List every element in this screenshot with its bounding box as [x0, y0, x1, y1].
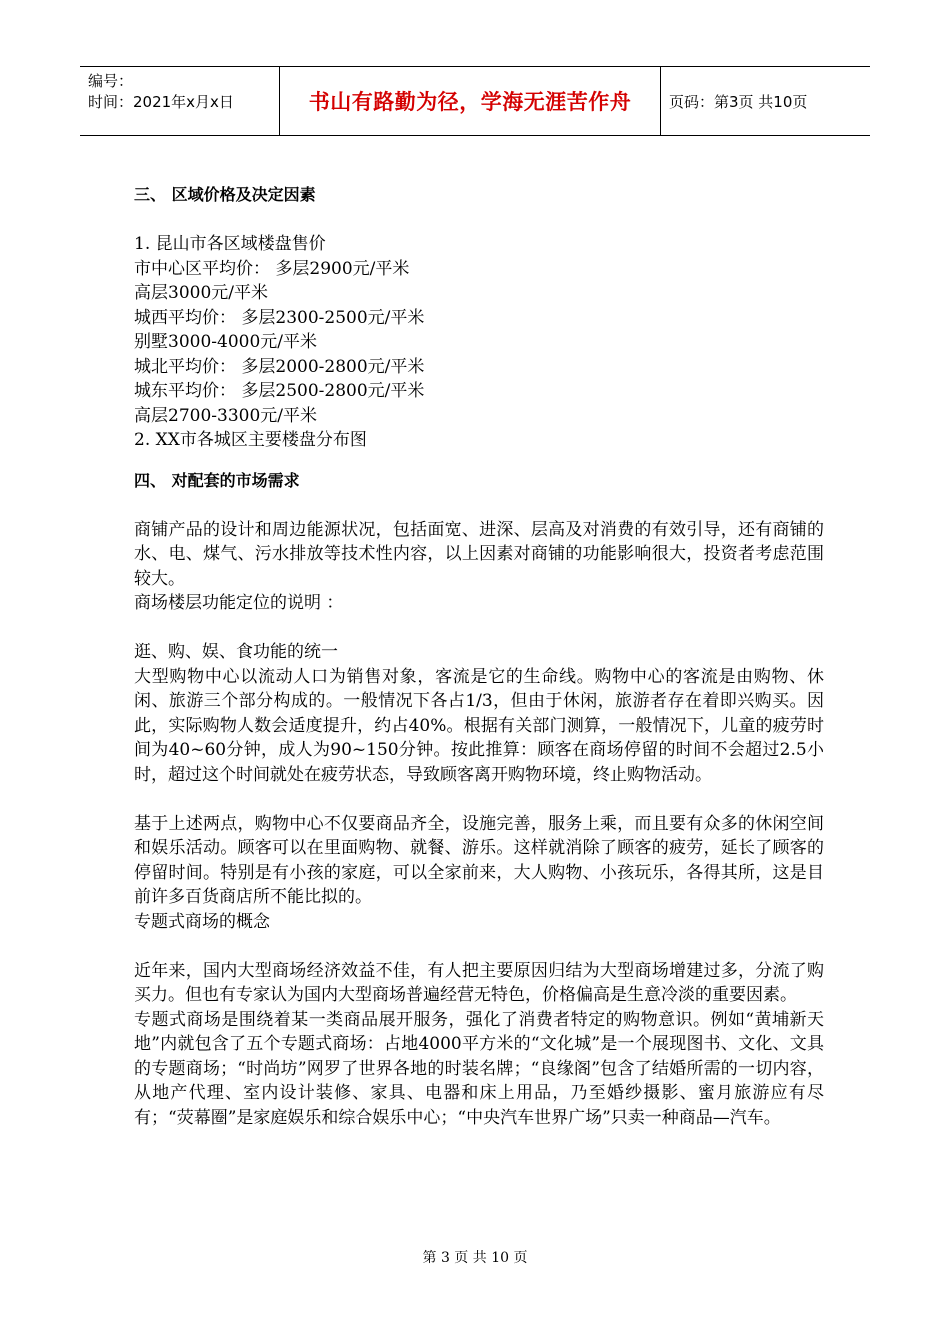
- section-3-line: 城北平均价： 多层2000-2800元/平米: [134, 356, 425, 377]
- page-header: [80, 66, 870, 136]
- paragraph-floor-function: 商场楼层功能定位的说明 ：: [134, 593, 344, 613]
- section-3-line: 市中心区平均价： 多层2900元/平米: [134, 258, 410, 279]
- subheading-theme-mall: 专题式商场的概念: [134, 911, 270, 932]
- document-body: [134, 183, 824, 1130]
- header-meta: [80, 67, 280, 135]
- subheading-unified-functions: 逛、购、娱、食功能的统一: [134, 642, 338, 662]
- paragraph-shopping-center: 大型购物中心以流动人口为销售对象，客流是它的生命线。购物中心的客流是由购物、休闲、旅游三个部分构成的。一般情况下各占1/3，但由于休闲，旅游者存在着即兴购买。因此，实际购物人数会适度提升，约占40%。根据有关部门测算，一般情况下，儿童的疲劳时间为40~60分钟，成人为90~150分钟。按此推算：顾客在商场停留的时间不会超过2.5小时，超过这个时间就处在疲劳状态，导致顾客离开购物环境，终止购物活动。: [134, 666, 824, 785]
- section-3-line: 别墅3000-4000元/平米: [134, 332, 317, 352]
- header-motto: 书山有路勤为径，学海无涯苦作舟: [280, 67, 661, 135]
- section-3-line: 城西平均价： 多层2300-2500元/平米: [134, 307, 425, 328]
- section-3-line: 城东平均价： 多层2500-2800元/平米: [134, 381, 425, 401]
- section-4-heading: 四、 对配套的市场需求: [134, 470, 300, 490]
- section-3-line: 高层3000元/平米: [134, 283, 268, 303]
- paragraph-recent-years: 近年来，国内大型商场经济效益不佳，有人把主要原因归结为大型商场增建过多，分流了购买力。但也有专家认为国内大型商场普遍经营无特色，价格偏高是生意冷淡的重要因素。: [134, 960, 824, 1005]
- section-3-line: 高层2700-3300元/平米: [134, 405, 317, 426]
- header-number-label: 编号：: [88, 72, 134, 90]
- paragraph-theme-mall-examples: 专题式商场是围绕着某一类商品展开服务，强化了消费者特定的购物意识。例如“黄埔新天地”内就包含了五个专题式商场：占地4000平方米的“文化城”是一个展现图书、文化、文具的专题商场；“时尚坊”网罗了世界各地的时装名牌；“良缘阁”包含了结婚所需的一切内容，从地产代理、室内设计装修、家具、电器和床上用品，乃至婚纱摄影、蜜月旅游应有尽有；“荧幕圈”是家庭娱乐和综合娱乐中心；“中央汽车世界广场”只卖一种商品—汽车。: [134, 1009, 824, 1128]
- header-page-info: 页码：第3页 共10页: [669, 92, 808, 111]
- section-3-heading: 三、 区域价格及决定因素: [134, 185, 316, 204]
- page-footer: 第 3 页 共 10 页: [422, 1250, 528, 1266]
- paragraph-shop-design: 商铺产品的设计和周边能源状况，包括面宽、进深、层高及对消费的有效引导，还有商铺的水、电、煤气、污水排放等技术性内容，以上因素对商铺的功能影响很大，投资者考虑范围较大。: [134, 519, 824, 589]
- section-3-line: 1. 昆山市各区域楼盘售价: [134, 234, 326, 254]
- paragraph-leisure-space: 基于上述两点，购物中心不仅要商品齐全，设施完善，服务上乘，而且要有众多的休闲空间和娱乐活动。顾客可以在里面购物、就餐、游乐。这样就消除了顾客的疲劳，延长了顾客的停留时间。特别是有小孩的家庭，可以全家前来，大人购物、小孩玩乐，各得其所，这是目前许多百货商店所不能比拟的。: [134, 813, 824, 907]
- header-time-label: 时间：2021年x月x日: [88, 93, 234, 111]
- section-3-line: 2. XX市各城区主要楼盘分布图: [134, 430, 367, 450]
